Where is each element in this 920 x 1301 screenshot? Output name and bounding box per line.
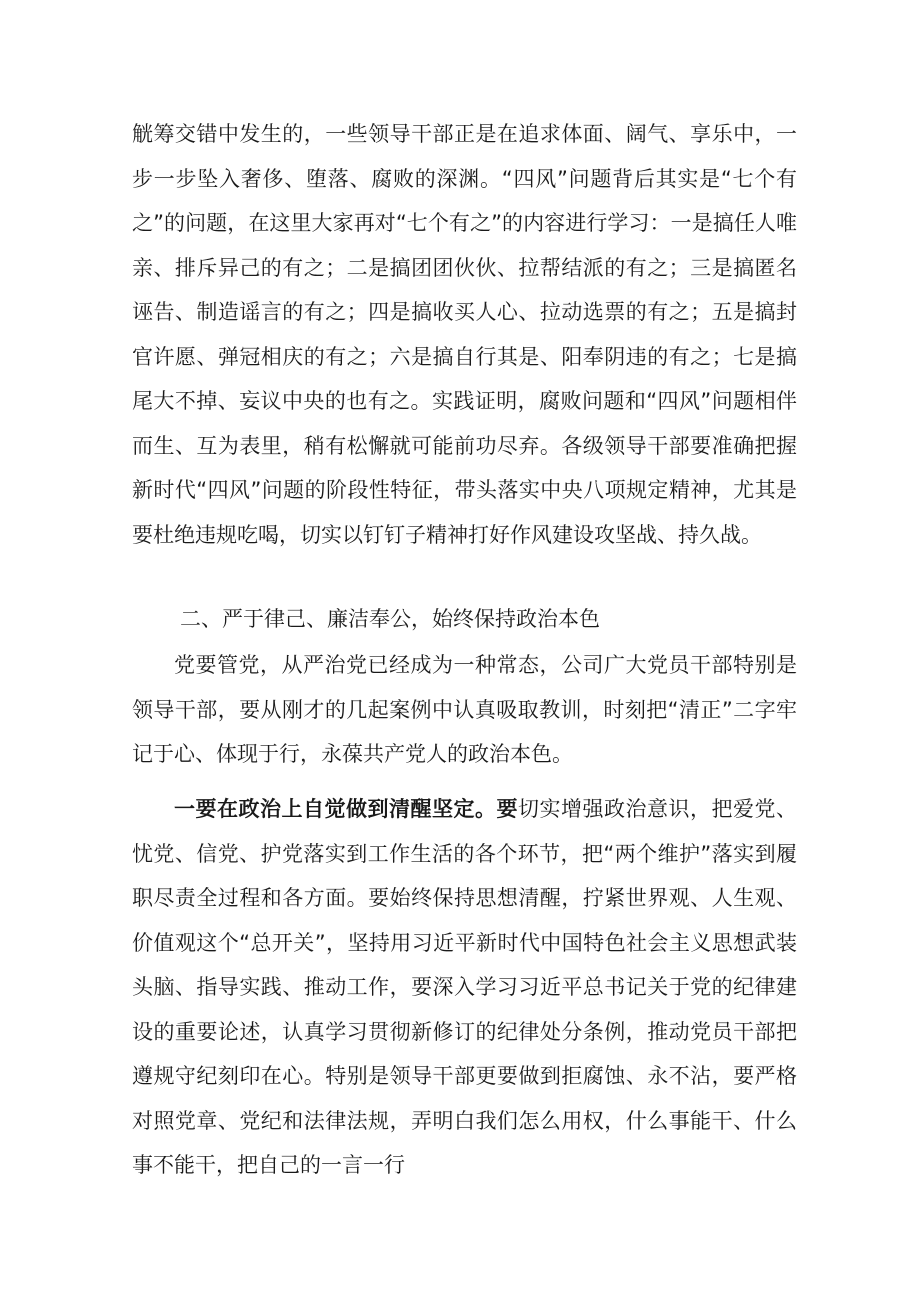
body-paragraph-3 [132, 787, 797, 1188]
body-paragraph-1: 觥筹交错中发生的，一些领导干部正是在追求体面、阔气、享乐中，一步一步坠入奢侈、堕落、腐败的深渊。“四风”问题背后其实是“七个有之”的问题，在这里大家再对“七个有之”的内容进行学习：一是搞任人唯亲、排斥异己的有之；二是搞团团伙伙、拉帮结派的有之；三是搞匿名诬告、制造谣言的有之；四是搞收买人心、拉动选票的有之；五是搞封官许愿、弹冠相庆的有之；六是搞自行其是、阳奉阴违的有之；七是搞尾大不掉、妄议中央的也有之。实践证明，腐败问题和“四风”问题相伴而生、互为表里，稍有松懈就可能前功尽弃。各级领导干部要准确把握新时代“四风”问题的阶段性特征，带头落实中央八项规定精神，尤其是要杜绝违规吃喝，切实以钉钉子精神打好作风建设攻坚战、持久战。 [132, 122, 797, 547]
paragraph-3-bold-lead: 一要在政治上自觉做到清醒坚定。要 [174, 797, 518, 821]
body-paragraph-2: 党要管党，从严治党已经成为一种常态，公司广大党员干部特别是领导干部，要从刚才的几起案例中认真吸取教训，时刻把“清正”二字牢记于心、体现于行，永葆共产党人的政治本色。 [132, 653, 797, 766]
paragraph-3-body: 切实增强政治意识，把爱党、忧党、信党、护党落实到工作生活的各个环节，把“两个维护”落实到履职尽责全过程和各方面。要始终保持思想清醒，拧紧世界观、人生观、价值观这个“总开关”，坚持用习近平新时代中国特色社会主义思想武装头脑、指导实践、推动工作，要深入学习习近平总书记关于党的纪律建设的重要论述，认真学习贯彻新修订的纪律处分条例，推动党员干部把遵规守纪刻印在心。特别是领导干部更要做到拒腐蚀、永不沾，要严格对照党章、党纪和法律法规，弄明白我们怎么用权，什么事能干、什么事不能干，把自己的一言一行 [132, 797, 797, 1177]
section-heading: 二、严于律己、廉洁奉公，始终保持政治本色 [180, 607, 600, 631]
